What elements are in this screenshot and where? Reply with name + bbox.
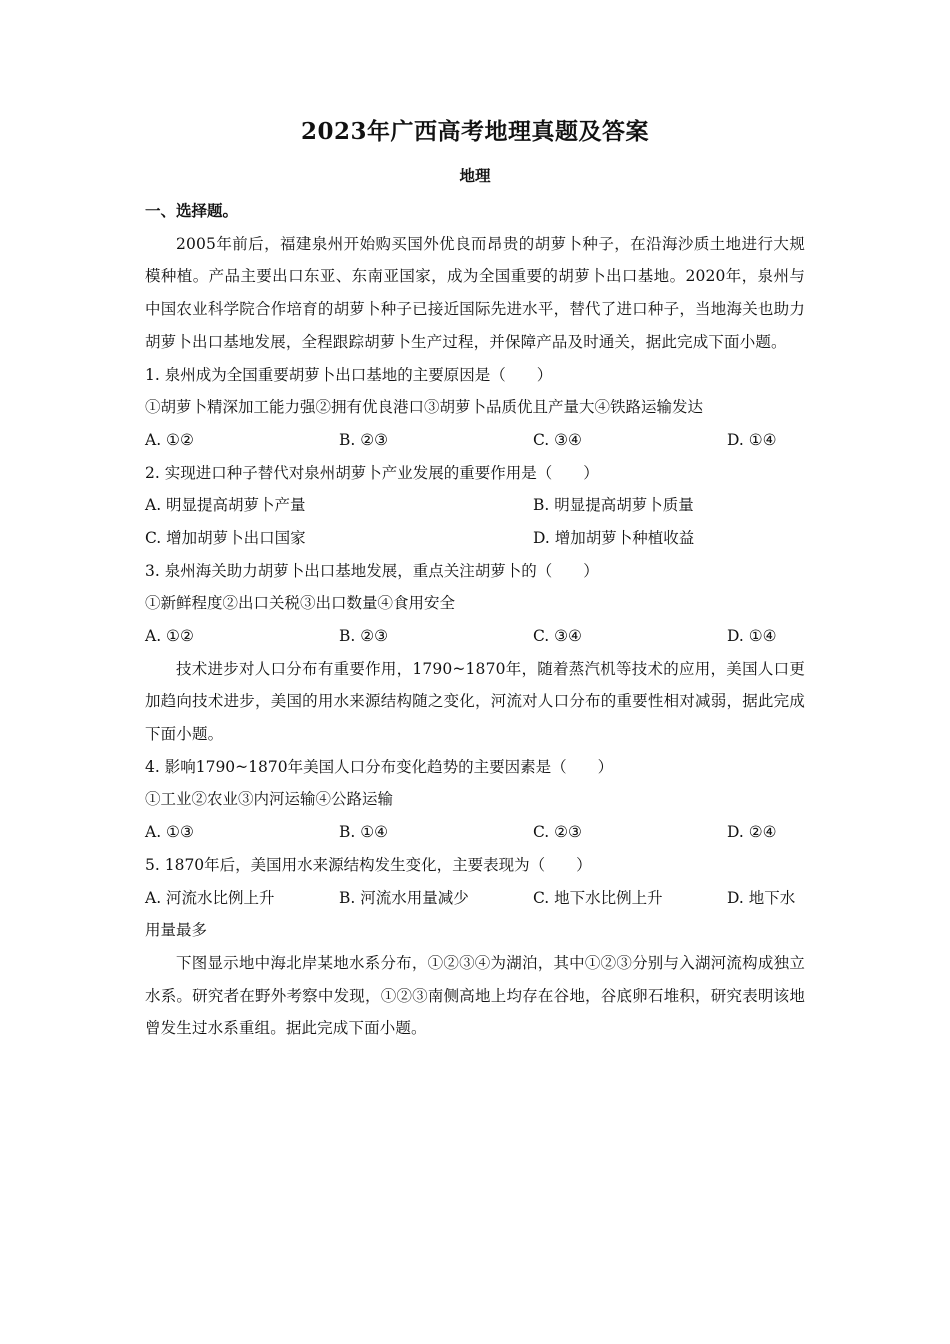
question-4-items: ①工业②农业③内河运输④公路运输	[145, 790, 394, 809]
question-1-option-a: A. ①②	[145, 430, 194, 449]
question-2-stem: 2. 实现进口种子替代对泉州胡萝卜产业发展的重要作用是（ ）	[145, 463, 599, 482]
question-2-options-row-2	[145, 522, 805, 555]
question-3-options	[145, 620, 805, 653]
question-2-option-a: A. 明显提高胡萝卜产量	[145, 496, 306, 515]
question-1-options	[145, 424, 805, 457]
question-1-stem: 1. 泉州成为全国重要胡萝卜出口基地的主要原因是（ ）	[145, 365, 553, 384]
question-1-option-c: C. ③④	[533, 430, 582, 449]
question-3-stem: 3. 泉州海关助力胡萝卜出口基地发展，重点关注胡萝卜的（ ）	[145, 561, 599, 580]
question-3-items: ①新鲜程度②出口关税③出口数量④食用安全	[145, 594, 456, 613]
question-5-option-c: C. 地下水比例上升	[533, 888, 663, 907]
document-subtitle: 地理	[459, 166, 491, 185]
question-4-options	[145, 816, 805, 849]
question-5-stem: 5. 1870年后，美国用水来源结构发生变化，主要表现为（ ）	[145, 855, 592, 874]
question-5-option-d: D. 地下水	[727, 888, 796, 907]
section-heading: 一、选择题。	[145, 201, 239, 220]
question-5-option-a: A. 河流水比例上升	[145, 888, 275, 907]
question-5-option-d-continued: 用量最多	[145, 921, 208, 940]
passage-mediterranean-drainage: 下图显示地中海北岸某地水系分布，①②③④为湖泊，其中①②③分别与入湖河流构成独立水系。研究者在野外考察中发现，①②③南侧高地上均存在谷地，谷底卵石堆积，研究表明该地曾发生过水系重组。据此完成下面小题。	[145, 953, 805, 1038]
question-4-option-a: A. ①③	[145, 823, 194, 842]
question-5-option-b: B. 河流水用量减少	[339, 888, 469, 907]
question-1-items: ①胡萝卜精深加工能力强②拥有优良港口③胡萝卜品质优且产量大④铁路运输发达	[145, 398, 704, 417]
passage-carrot: 2005年前后，福建泉州开始购买国外优良而昂贵的胡萝卜种子，在沿海沙质土地进行大规模种植。产品主要出口东亚、东南亚国家，成为全国重要的胡萝卜出口基地。2020年，泉州与中国农业科学院合作培育的胡萝卜种子已接近国际先进水平，替代了进口种子，当地海关也助力胡萝卜出口基地发展，全程跟踪胡萝卜生产过程，并保障产品及时通关，据此完成下面小题。	[145, 234, 805, 351]
question-4-option-b: B. ①④	[339, 823, 389, 842]
question-2-option-c: C. 增加胡萝卜出口国家	[145, 528, 306, 547]
question-5-options	[145, 882, 805, 915]
question-4-option-d: D. ②④	[727, 823, 777, 842]
passage-us-population: 技术进步对人口分布有重要作用，1790~1870年，随着蒸汽机等技术的应用，美国人口更加趋向技术进步，美国的用水来源结构随之变化，河流对人口分布的重要性相对减弱，据此完成下面小题。	[145, 659, 805, 744]
question-3-option-a: A. ①②	[145, 627, 194, 645]
document-title: 2023年广西高考地理真题及答案	[300, 118, 649, 145]
question-3-option-b: B. ②③	[339, 627, 389, 645]
question-1-option-b: B. ②③	[339, 430, 389, 449]
question-2-options-row-1	[145, 489, 805, 522]
question-4-stem: 4. 影响1790~1870年美国人口分布变化趋势的主要因素是（ ）	[145, 757, 614, 776]
question-3-option-d: D. ①④	[727, 627, 777, 645]
document-body	[145, 195, 805, 1045]
question-2-option-b: B. 明显提高胡萝卜质量	[533, 496, 694, 515]
question-4-option-c: C. ②③	[533, 823, 582, 842]
question-2-option-d: D. 增加胡萝卜种植收益	[533, 528, 695, 547]
question-3-option-c: C. ③④	[533, 627, 582, 645]
question-1-option-d: D. ①④	[727, 430, 777, 449]
